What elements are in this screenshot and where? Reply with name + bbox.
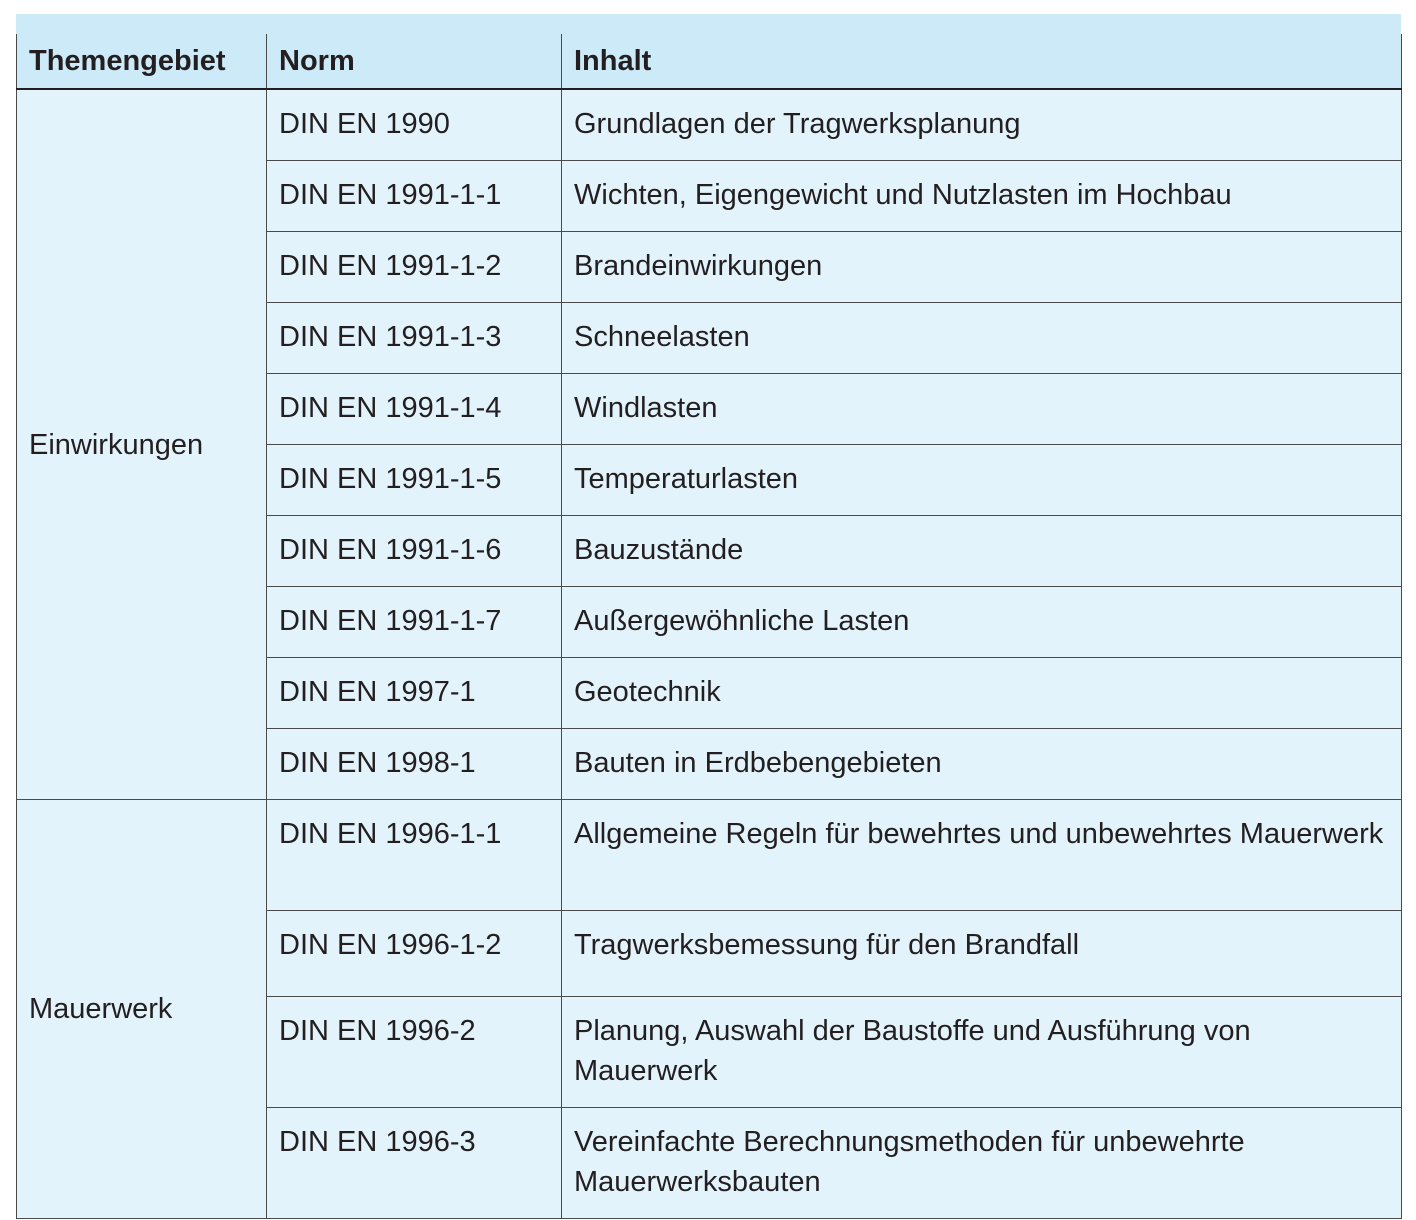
header-inhalt: Inhalt	[562, 34, 1402, 89]
norm-cell: DIN EN 1991-1-4	[267, 374, 562, 445]
header-themengebiet: Themengebiet	[17, 34, 267, 89]
content-cell: Allgemeine Regeln für bewehrtes und unbewehrtes Mauerwerk	[562, 800, 1402, 911]
norm-cell: DIN EN 1990	[267, 89, 562, 161]
content-cell: Vereinfachte Berechnungsmethoden für unbewehrte Mauerwerksbauten	[562, 1108, 1402, 1219]
content-cell: Planung, Auswahl der Baustoffe und Ausführung von Mauerwerk	[562, 997, 1402, 1108]
content-cell: Tragwerksbemessung für den Brandfall	[562, 911, 1402, 997]
content-cell: Grundlagen der Tragwerksplanung	[562, 89, 1402, 161]
norm-cell: DIN EN 1991-1-7	[267, 587, 562, 658]
content-cell: Windlasten	[562, 374, 1402, 445]
content-cell: Geotechnik	[562, 658, 1402, 729]
norm-cell: DIN EN 1991-1-6	[267, 516, 562, 587]
content-cell: Bauzustände	[562, 516, 1402, 587]
norm-cell: DIN EN 1991-1-1	[267, 161, 562, 232]
norm-cell: DIN EN 1991-1-3	[267, 303, 562, 374]
norm-cell: DIN EN 1996-3	[267, 1108, 562, 1219]
norm-cell: DIN EN 1998-1	[267, 729, 562, 800]
topic-cell-einwirkungen: Einwirkungen	[17, 89, 267, 800]
table-top-band	[16, 14, 1401, 34]
table-row	[17, 89, 1402, 161]
norm-cell: DIN EN 1997-1	[267, 658, 562, 729]
content-cell: Außergewöhnliche Lasten	[562, 587, 1402, 658]
header-norm: Norm	[267, 34, 562, 89]
norm-cell: DIN EN 1996-1-1	[267, 800, 562, 911]
norm-cell: DIN EN 1991-1-5	[267, 445, 562, 516]
norm-cell: DIN EN 1991-1-2	[267, 232, 562, 303]
content-cell: Bauten in Erdbebengebieten	[562, 729, 1402, 800]
norm-cell: DIN EN 1996-2	[267, 997, 562, 1108]
content-cell: Temperaturlasten	[562, 445, 1402, 516]
content-cell: Schneelasten	[562, 303, 1402, 374]
content-cell: Brandeinwirkungen	[562, 232, 1402, 303]
table-row	[17, 800, 1402, 911]
table-header-row	[17, 34, 1402, 89]
content-cell: Wichten, Eigengewicht und Nutzlasten im Hochbau	[562, 161, 1402, 232]
norm-cell: DIN EN 1996-1-2	[267, 911, 562, 997]
standards-table	[16, 34, 1402, 1219]
topic-cell-mauerwerk: Mauerwerk	[17, 800, 267, 1219]
